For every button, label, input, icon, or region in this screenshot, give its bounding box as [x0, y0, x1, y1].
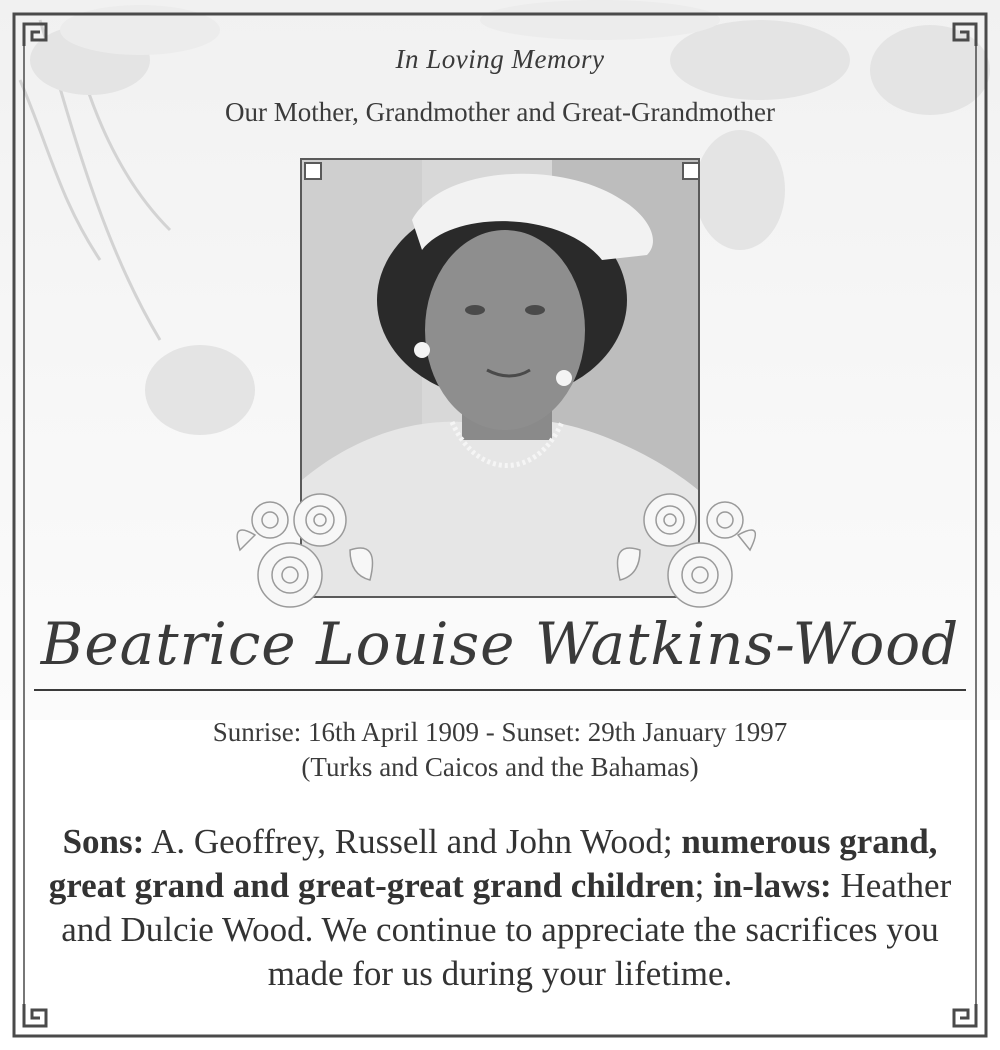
family-paragraph [30, 820, 970, 996]
name-divider [34, 689, 966, 691]
life-dates: Sunrise: 16th April 1909 - Sunset: 29th January 1997 [212, 717, 788, 747]
subheading: Our Mother, Grandmother and Great-Grandmother [225, 97, 775, 127]
rose-cluster-left [230, 480, 390, 620]
inlaws-label: in-laws: [713, 866, 832, 905]
place: (Turks and Caicos and the Bahamas) [301, 752, 699, 782]
heading: In Loving Memory [395, 44, 605, 74]
separator: ; [694, 866, 714, 905]
inlaws-text: Heather and Dulcie Wood. We continue to appreciate the sacrifices you made for us during your lifetime. [61, 866, 952, 993]
rose-cluster-right [610, 480, 770, 620]
grandchildren-label: numerous grand, great grand and great-great grand children [48, 822, 938, 905]
sons-text: A. Geoffrey, Russell and John Wood; [144, 822, 682, 861]
photo-corner-ornament [304, 162, 322, 180]
photo-corner-ornament [682, 162, 700, 180]
deceased-name: Beatrice Louise Watkins-Wood [40, 610, 960, 678]
sons-label: Sons: [62, 822, 145, 861]
